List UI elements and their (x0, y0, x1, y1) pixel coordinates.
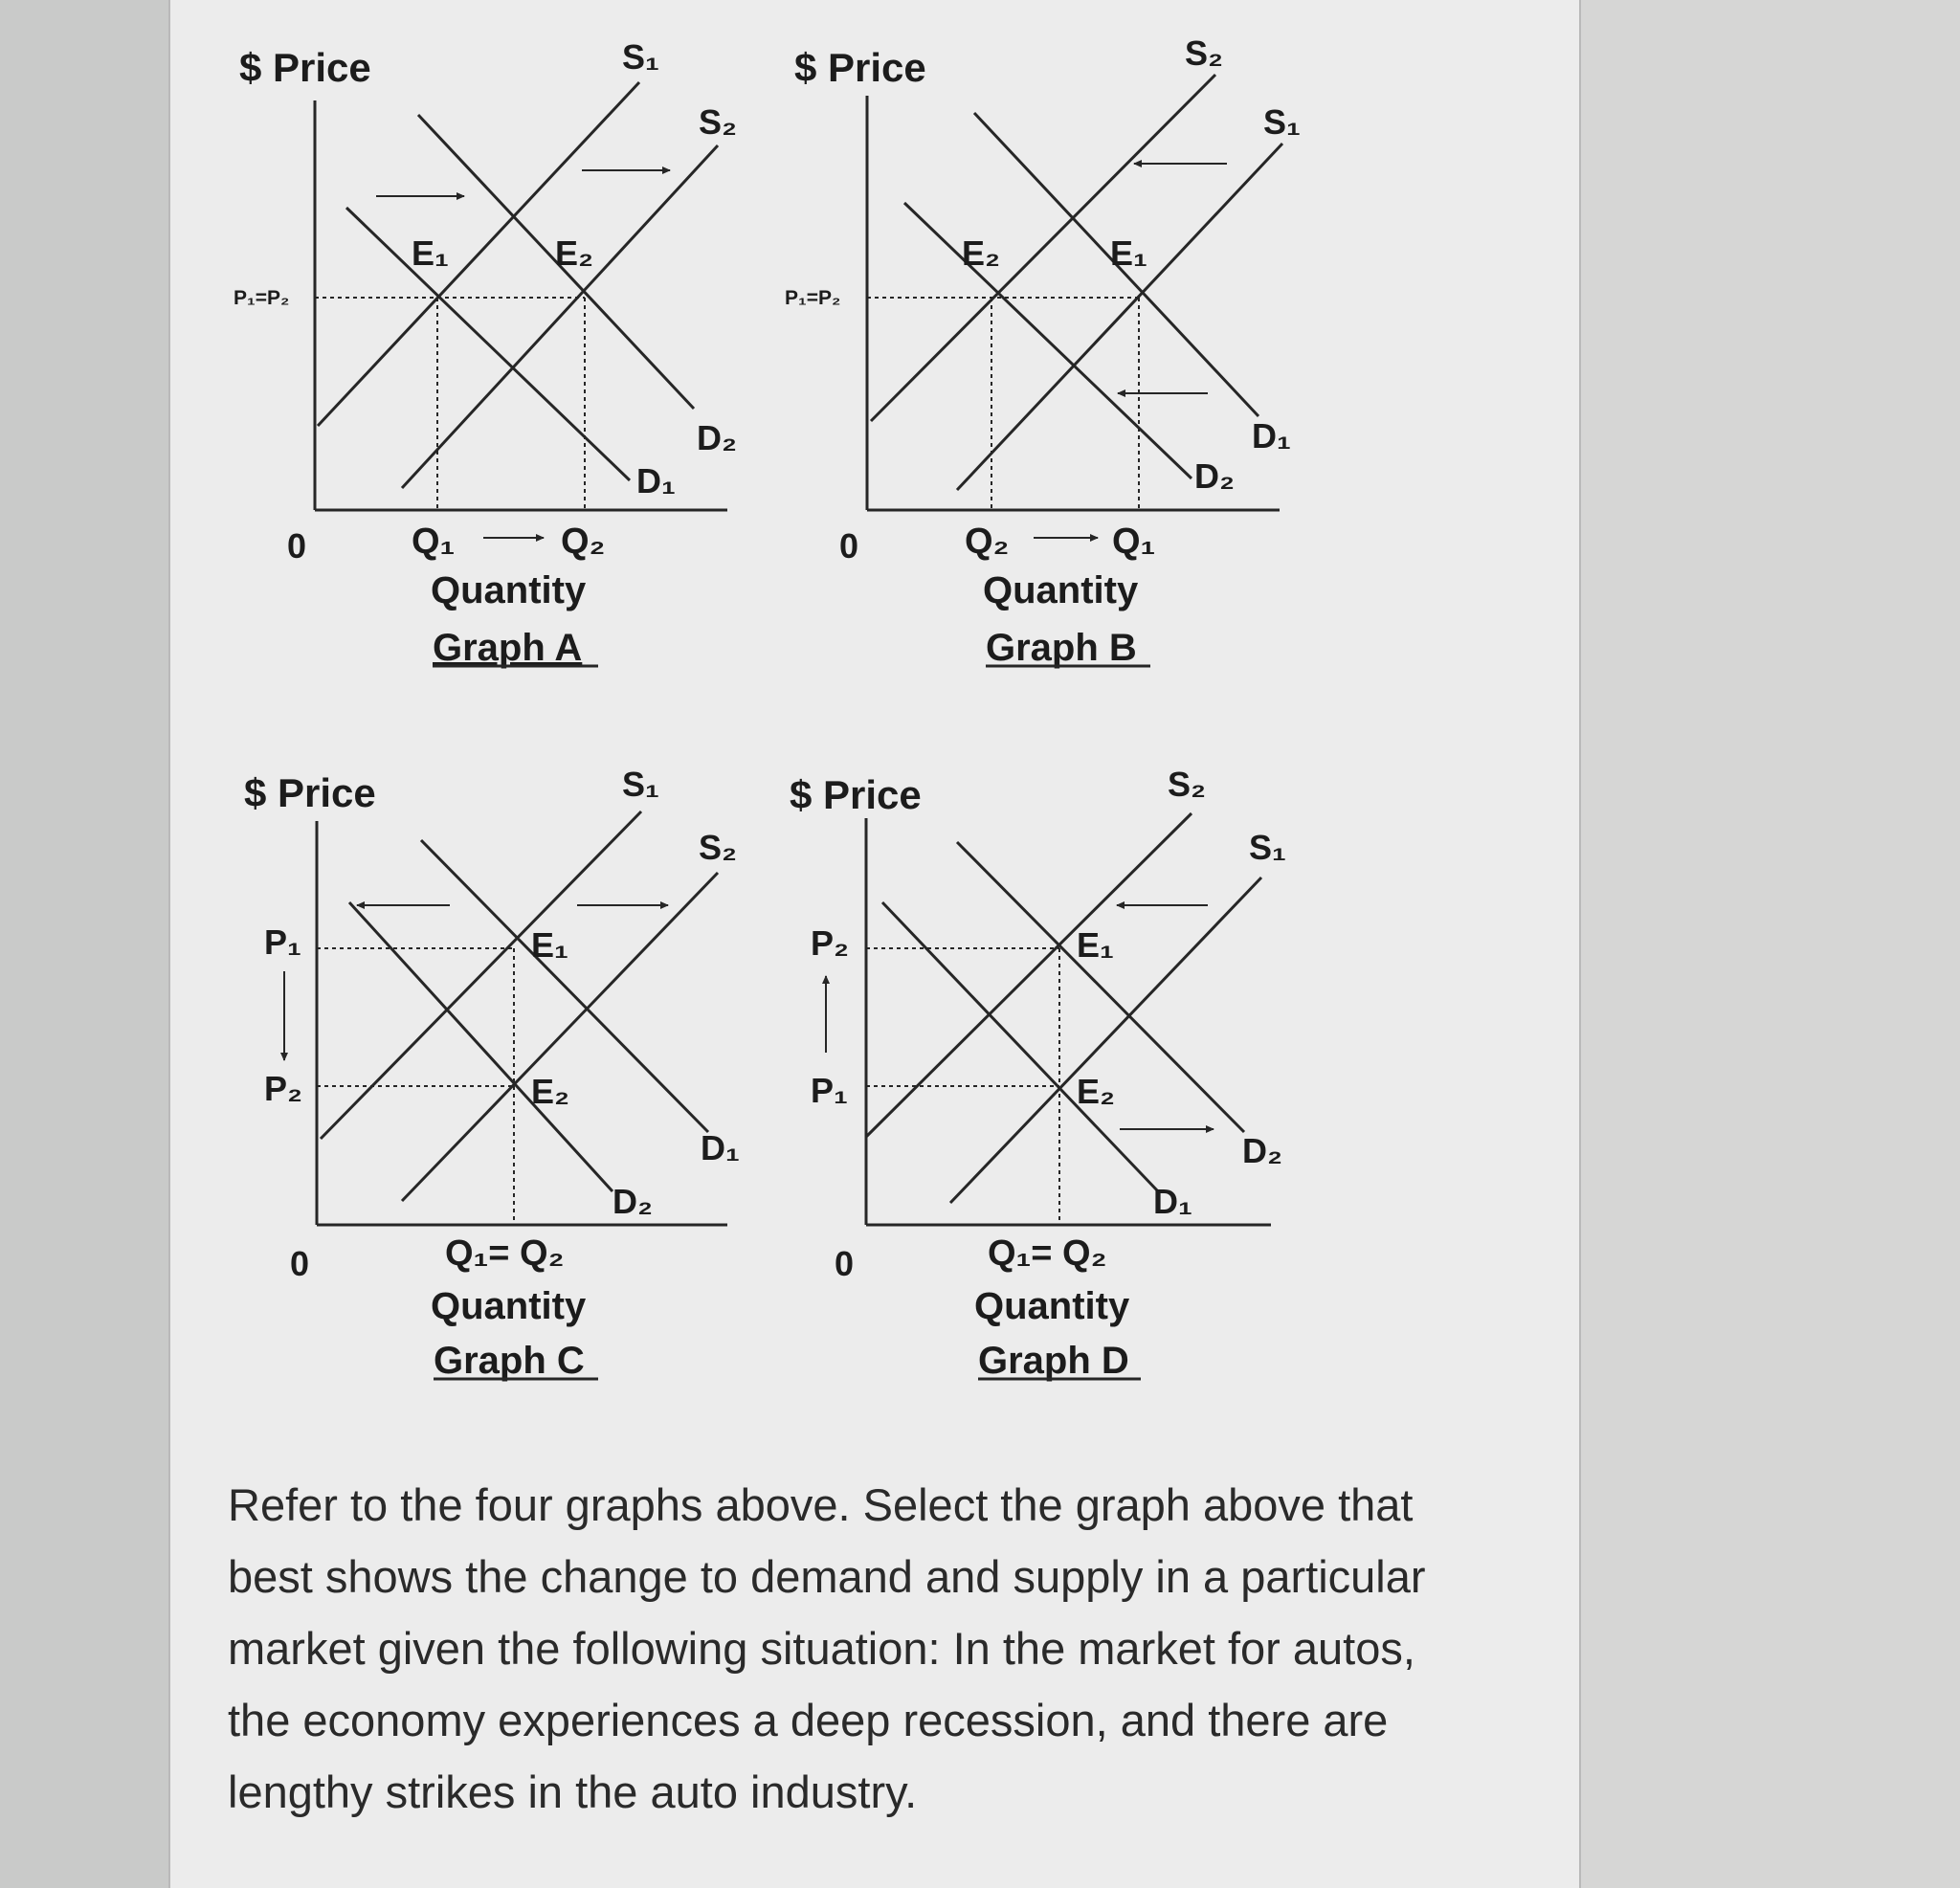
graph-d-q-label: Q₁= Q₂ (988, 1233, 1107, 1274)
graph-b-price-label: P₁=P₂ (785, 287, 841, 309)
graph-a-d1-label: D₁ (636, 461, 676, 500)
graph-a-s2-label: S₂ (699, 102, 738, 142)
graph-d-d1-label: D₁ (1153, 1182, 1192, 1221)
graph-c-y-axis-label: $ Price (244, 770, 376, 815)
graph-d-labels (790, 765, 1286, 1382)
graph-c-s1-line (321, 811, 641, 1139)
graph-c-s2-label: S₂ (699, 828, 738, 867)
graph-b-q1-label: Q₁ (1112, 522, 1156, 562)
graph-d-e2-label: E₂ (1077, 1072, 1116, 1111)
question-line-4: the economy experiences a deep recession, and there are (228, 1695, 1389, 1745)
graph-b-s1-line (957, 144, 1282, 490)
graph-b-q2-label: Q₂ (965, 522, 1010, 562)
question-line-1: Refer to the four graphs above. Select the graph above that (228, 1479, 1414, 1530)
graph-b-title: Graph B (986, 627, 1137, 669)
question-line-5: lengthy strikes in the auto industry. (228, 1766, 918, 1817)
graph-c-d2-line (349, 902, 612, 1191)
graph-d-title: Graph D (978, 1340, 1129, 1382)
graph-c-e2-label: E₂ (531, 1072, 570, 1111)
graph-d-s2-label: S₂ (1168, 765, 1207, 804)
graph-b-e1-label: E₁ (1110, 233, 1147, 273)
graph-b-s1-label: S₁ (1263, 102, 1301, 142)
graph-c-e1-label: E₁ (531, 925, 568, 965)
graph-d-s1-label: S₁ (1249, 828, 1286, 867)
graph-c-s1-label: S₁ (622, 765, 659, 804)
graph-c-d2-label: D₂ (612, 1182, 653, 1221)
graph-a-e1-label: E₁ (412, 233, 449, 273)
graph-b-x-axis-label: Quantity (983, 569, 1139, 611)
graph-b-e2-label: E₂ (962, 233, 1001, 273)
graph-b-labels (785, 33, 1301, 669)
graph-a-origin: 0 (287, 526, 307, 566)
graph-b-s2-label: S₂ (1185, 33, 1224, 73)
graph-a-x-axis-label: Quantity (431, 569, 587, 611)
graph-c-p2-label: P₂ (264, 1069, 303, 1108)
graph-d-y-axis-label: $ Price (790, 772, 922, 817)
graph-a-labels (234, 37, 737, 669)
graph-d-e1-label: E₁ (1077, 925, 1114, 965)
graph-c-p1-label: P₁ (264, 922, 301, 962)
graph-d-p2-label: P₂ (811, 923, 850, 963)
graph-a-d2-label: D₂ (697, 418, 737, 457)
graph-c-title: Graph C (434, 1340, 585, 1382)
graph-a-q2-label: Q₂ (561, 522, 606, 562)
graph-b-origin: 0 (839, 526, 859, 566)
graph-d-p1-label: P₁ (811, 1071, 848, 1110)
graph-c-labels (244, 765, 740, 1382)
graph-a-title: Graph A (433, 627, 583, 669)
graph-c (284, 811, 727, 1225)
graph-a-e2-label: E₂ (555, 233, 594, 273)
graph-a-q1-label: Q₁ (412, 522, 456, 562)
graph-d-d1-line (882, 902, 1158, 1191)
graph-a-y-axis-label: $ Price (239, 45, 371, 90)
graph-b-s2-line (871, 75, 1215, 421)
graph-c-s2-line (402, 873, 718, 1201)
graph-b-y-axis-label: $ Price (794, 45, 926, 90)
question-line-2: best shows the change to demand and supply in a particular (228, 1551, 1426, 1602)
graph-d-origin: 0 (835, 1244, 855, 1283)
graph-c-q-label: Q₁= Q₂ (445, 1233, 565, 1274)
graph-d-d2-label: D₂ (1242, 1131, 1282, 1170)
graph-b-d1-label: D₁ (1252, 416, 1291, 455)
graph-d (826, 813, 1271, 1225)
graph-a-s1-label: S₁ (622, 37, 659, 77)
graph-b-d2-label: D₂ (1194, 456, 1235, 496)
graph-c-origin: 0 (290, 1244, 310, 1283)
graph-c-x-axis-label: Quantity (431, 1285, 587, 1327)
graph-c-d1-label: D₁ (701, 1128, 740, 1167)
question-line-3: market given the following situation: In the market for autos, (228, 1623, 1415, 1674)
question-text (228, 1469, 1568, 1828)
graph-a-price-label: P₁=P₂ (234, 287, 290, 309)
graph-d-x-axis-label: Quantity (974, 1285, 1130, 1327)
graph-d-s2-line (866, 813, 1192, 1137)
